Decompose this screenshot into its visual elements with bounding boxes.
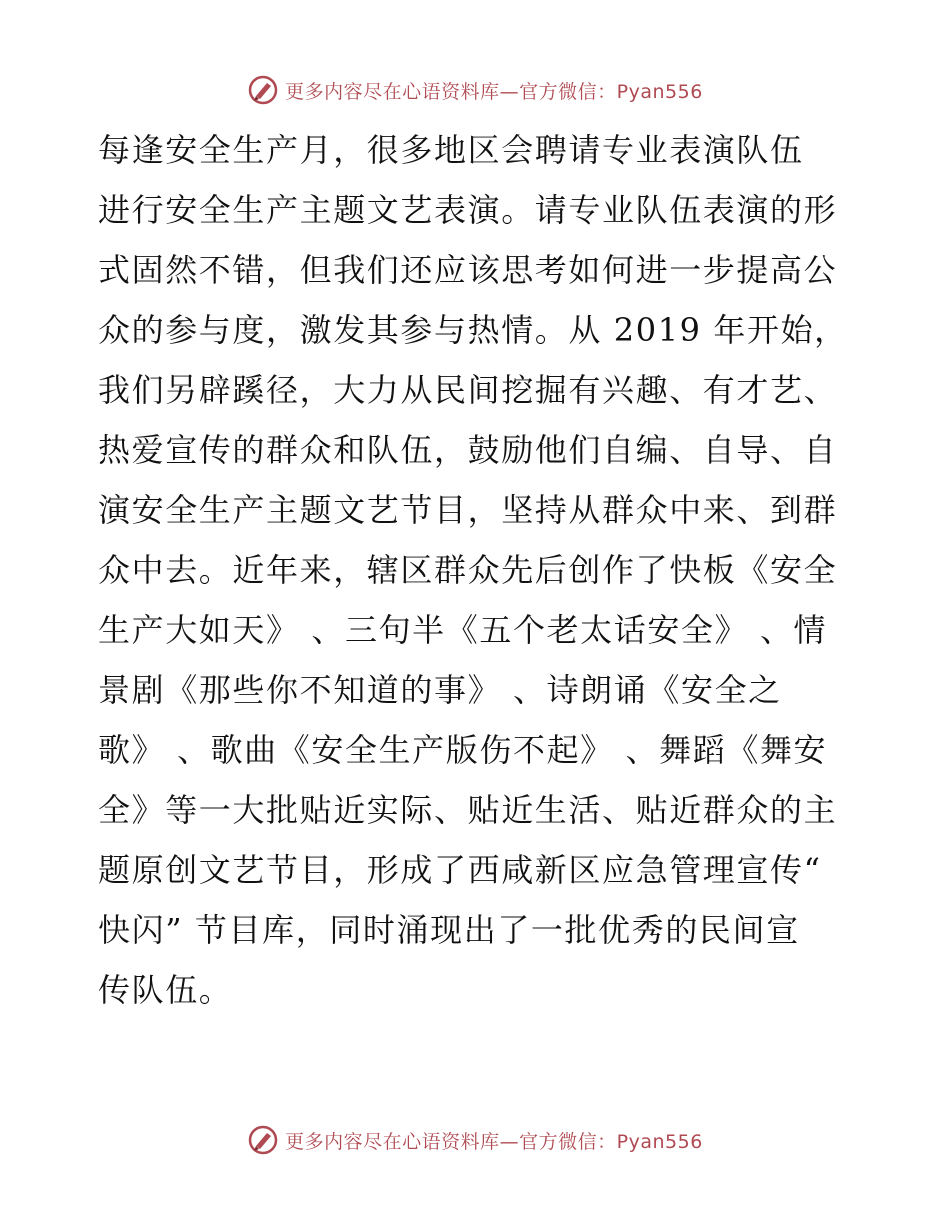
text-line: 热爱宣传的群众和队伍，鼓励他们自编、自导、自 bbox=[98, 431, 838, 469]
text-line: 进行安全生产主题文艺表演。请专业队伍表演的形 bbox=[98, 191, 838, 229]
text-line: 式固然不错，但我们还应该思考如何进一步提高公 bbox=[98, 251, 838, 289]
text-line: 每逢安全生产月，很多地区会聘请专业表演队伍 bbox=[98, 131, 804, 169]
pen-circle-logo-icon bbox=[247, 1124, 279, 1156]
text-line: 歌》 、歌曲《安全生产版伤不起》 、舞蹈《舞安 bbox=[98, 731, 828, 769]
watermark-text: 更多内容尽在心语资料库—官方微信：Pyan556 bbox=[285, 80, 703, 103]
text-line: 全》等一大批贴近实际、贴近生活、贴近群众的主 bbox=[98, 791, 838, 829]
footer-watermark bbox=[0, 1120, 950, 1160]
text-line: 演安全生产主题文艺节目，坚持从群众中来、到群 bbox=[98, 491, 838, 529]
text-line: 生产大如天》 、三句半《五个老太话安全》 、情 bbox=[98, 611, 828, 649]
pen-circle-logo-icon bbox=[247, 74, 279, 106]
text-line: 众的参与度，激发其参与热情。从 2019 年开始， bbox=[98, 311, 848, 349]
text-line: 快闪” 节目库，同时涌现出了一批优秀的民间宣 bbox=[98, 911, 800, 949]
text-line: 传队伍。 bbox=[98, 971, 233, 1009]
text-line: 题原创文艺节目，形成了西咸新区应急管理宣传“ bbox=[98, 851, 822, 889]
watermark-text: 更多内容尽在心语资料库—官方微信：Pyan556 bbox=[285, 1130, 703, 1153]
text-line: 众中去。近年来，辖区群众先后创作了快板《安全 bbox=[98, 551, 838, 589]
article-body bbox=[98, 120, 858, 1020]
header-watermark bbox=[0, 70, 950, 110]
text-line: 我们另辟蹊径，大力从民间挖掘有兴趣、有才艺、 bbox=[98, 371, 838, 409]
text-line: 景剧《那些你不知道的事》 、诗朗诵《安全之 bbox=[98, 671, 782, 709]
